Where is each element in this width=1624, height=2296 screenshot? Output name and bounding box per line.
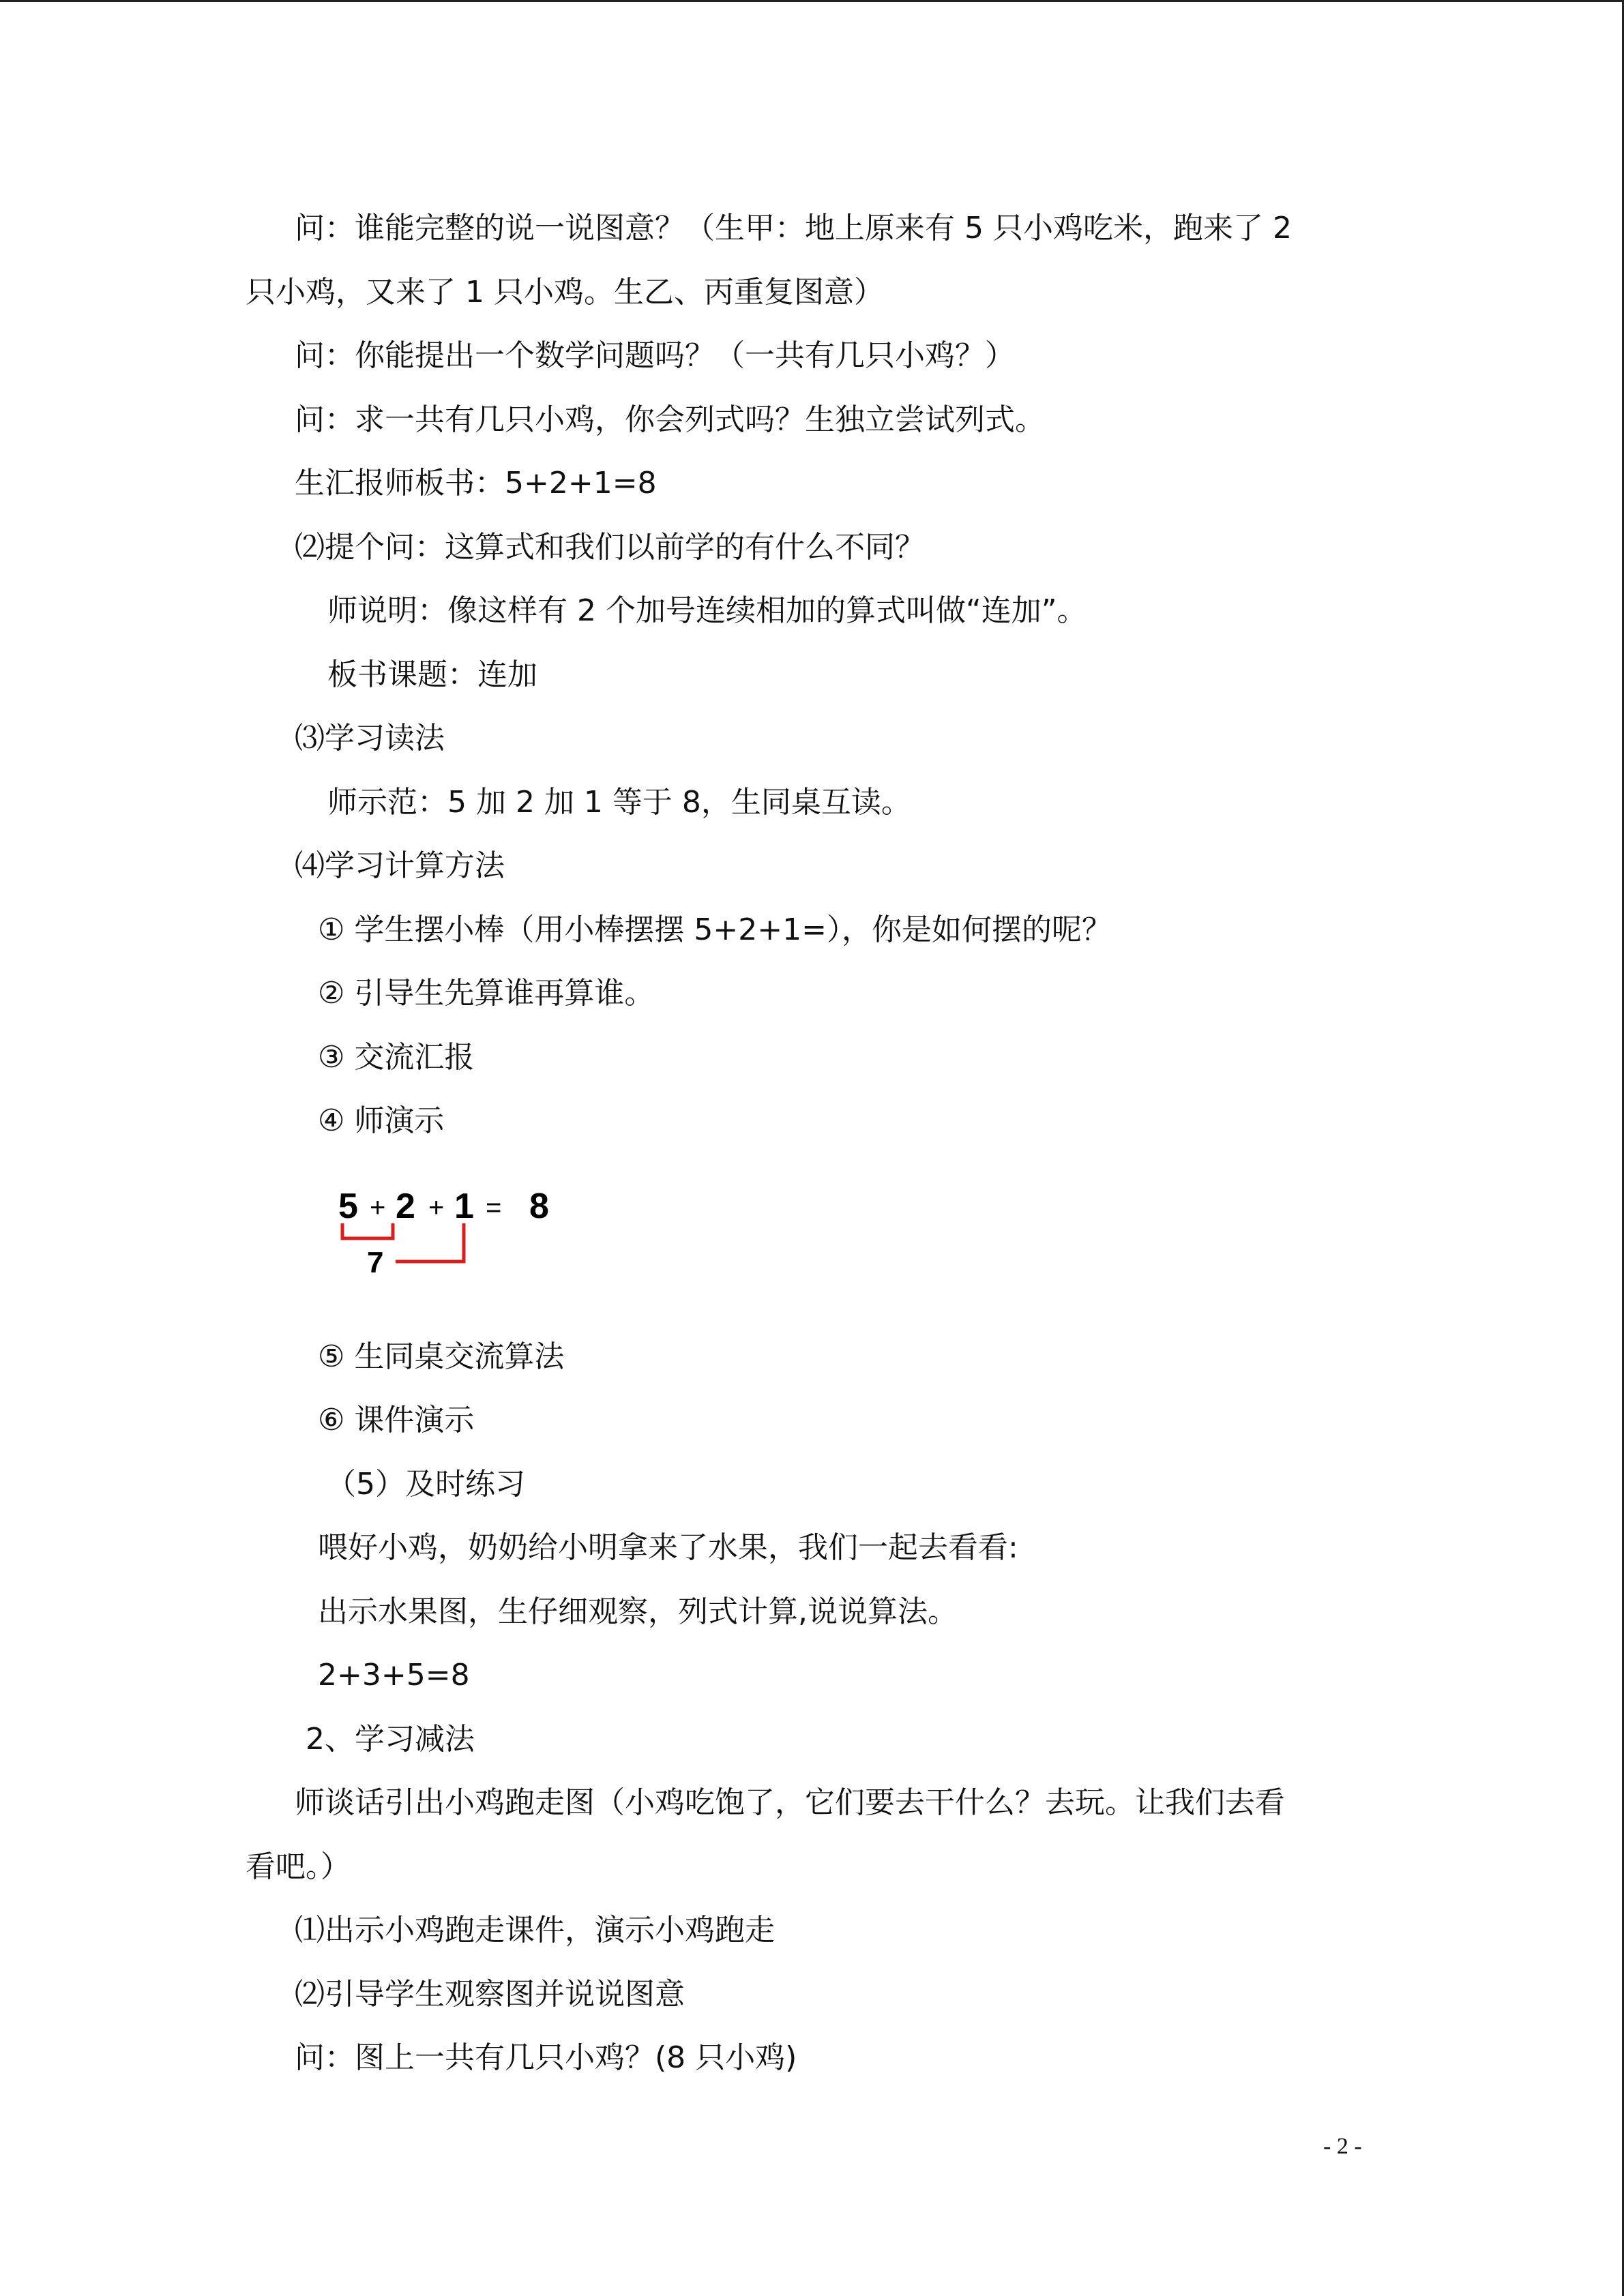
paragraph-line: 师说明：像这样有 2 个加号连续相加的算式叫做“连加”。 xyxy=(327,593,1087,628)
paragraph-line: 问：求一共有几只小鸡，你会列式吗？生独立尝试列式。 xyxy=(295,402,1045,437)
paragraph-line: ⑵引导学生观察图并说说图意 xyxy=(295,1977,685,2012)
paragraph-line: ⑤ 生同桌交流算法 xyxy=(318,1339,565,1374)
paragraph-line: 只小鸡，又来了 1 只小鸡。生乙、丙重复图意） xyxy=(246,275,884,310)
paragraph-line: 生汇报师板书：5+2+1=8 xyxy=(295,466,657,501)
paragraph-line: ⑥ 课件演示 xyxy=(318,1403,475,1437)
paragraph-line: ① 学生摆小棒（用小棒摆摆 5+2+1=），你是如何摆的呢？ xyxy=(318,912,1112,947)
paragraph-line: ⑶学习读法 xyxy=(295,721,445,756)
paragraph-line: 问：谁能完整的说一说图意？（生甲：地上原来有 5 只小鸡吃米，跑来了 2 xyxy=(295,211,1292,245)
page-top-border xyxy=(0,0,1624,2)
paragraph-line: 师谈话引出小鸡跑走图（小鸡吃饱了，它们要去干什么？去玩。让我们去看 xyxy=(295,1785,1285,1820)
paragraph-line: ⑵提个问：这算式和我们以前学的有什么不同？ xyxy=(295,530,925,565)
paragraph-line: 看吧。） xyxy=(246,1849,351,1884)
carry-bracket xyxy=(396,1223,464,1262)
paragraph-line: ⑷学习计算方法 xyxy=(295,848,505,883)
paragraph-line: 喂好小鸡，奶奶给小明拿来了水果，我们一起去看看: xyxy=(318,1530,1018,1565)
formula-number-5: 5 xyxy=(338,1187,358,1226)
paragraph-line: ⑴出示小鸡跑走课件，演示小鸡跑走 xyxy=(295,1913,775,1948)
formula-plus-sign: + xyxy=(428,1193,445,1223)
formula-number-1: 1 xyxy=(454,1187,474,1226)
addition-diagram xyxy=(327,1172,573,1294)
formula-equals-sign: = xyxy=(486,1193,502,1223)
section-heading: 2、学习减法 xyxy=(306,1722,475,1757)
formula-plus-sign: + xyxy=(370,1193,386,1223)
page-number: - 2 - xyxy=(1323,2134,1362,2159)
paragraph-line: 问：图上一共有几只小鸡？(8 只小鸡) xyxy=(295,2040,797,2075)
paragraph-line: ④ 师演示 xyxy=(318,1103,445,1138)
paragraph-line: 板书课题：连加 xyxy=(327,657,537,692)
paragraph-line: 师示范：5 加 2 加 1 等于 8，生同桌互读。 xyxy=(327,785,911,820)
paragraph-line: 出示水果图，生仔细观察，列式计算,说说算法。 xyxy=(318,1594,958,1629)
paragraph-line: ② 引导生先算谁再算谁。 xyxy=(318,976,655,1011)
formula-number-2: 2 xyxy=(396,1187,415,1226)
paragraph-line: （5）及时练习 xyxy=(326,1467,525,1502)
formula-partial-sum: 7 xyxy=(367,1246,384,1279)
paragraph-line: 2+3+5=8 xyxy=(318,1658,470,1693)
paragraph-line: ③ 交流汇报 xyxy=(318,1040,475,1075)
formula-result: 8 xyxy=(529,1187,549,1226)
paragraph-line: 问：你能提出一个数学问题吗？（一共有几只小鸡？） xyxy=(295,338,1015,373)
